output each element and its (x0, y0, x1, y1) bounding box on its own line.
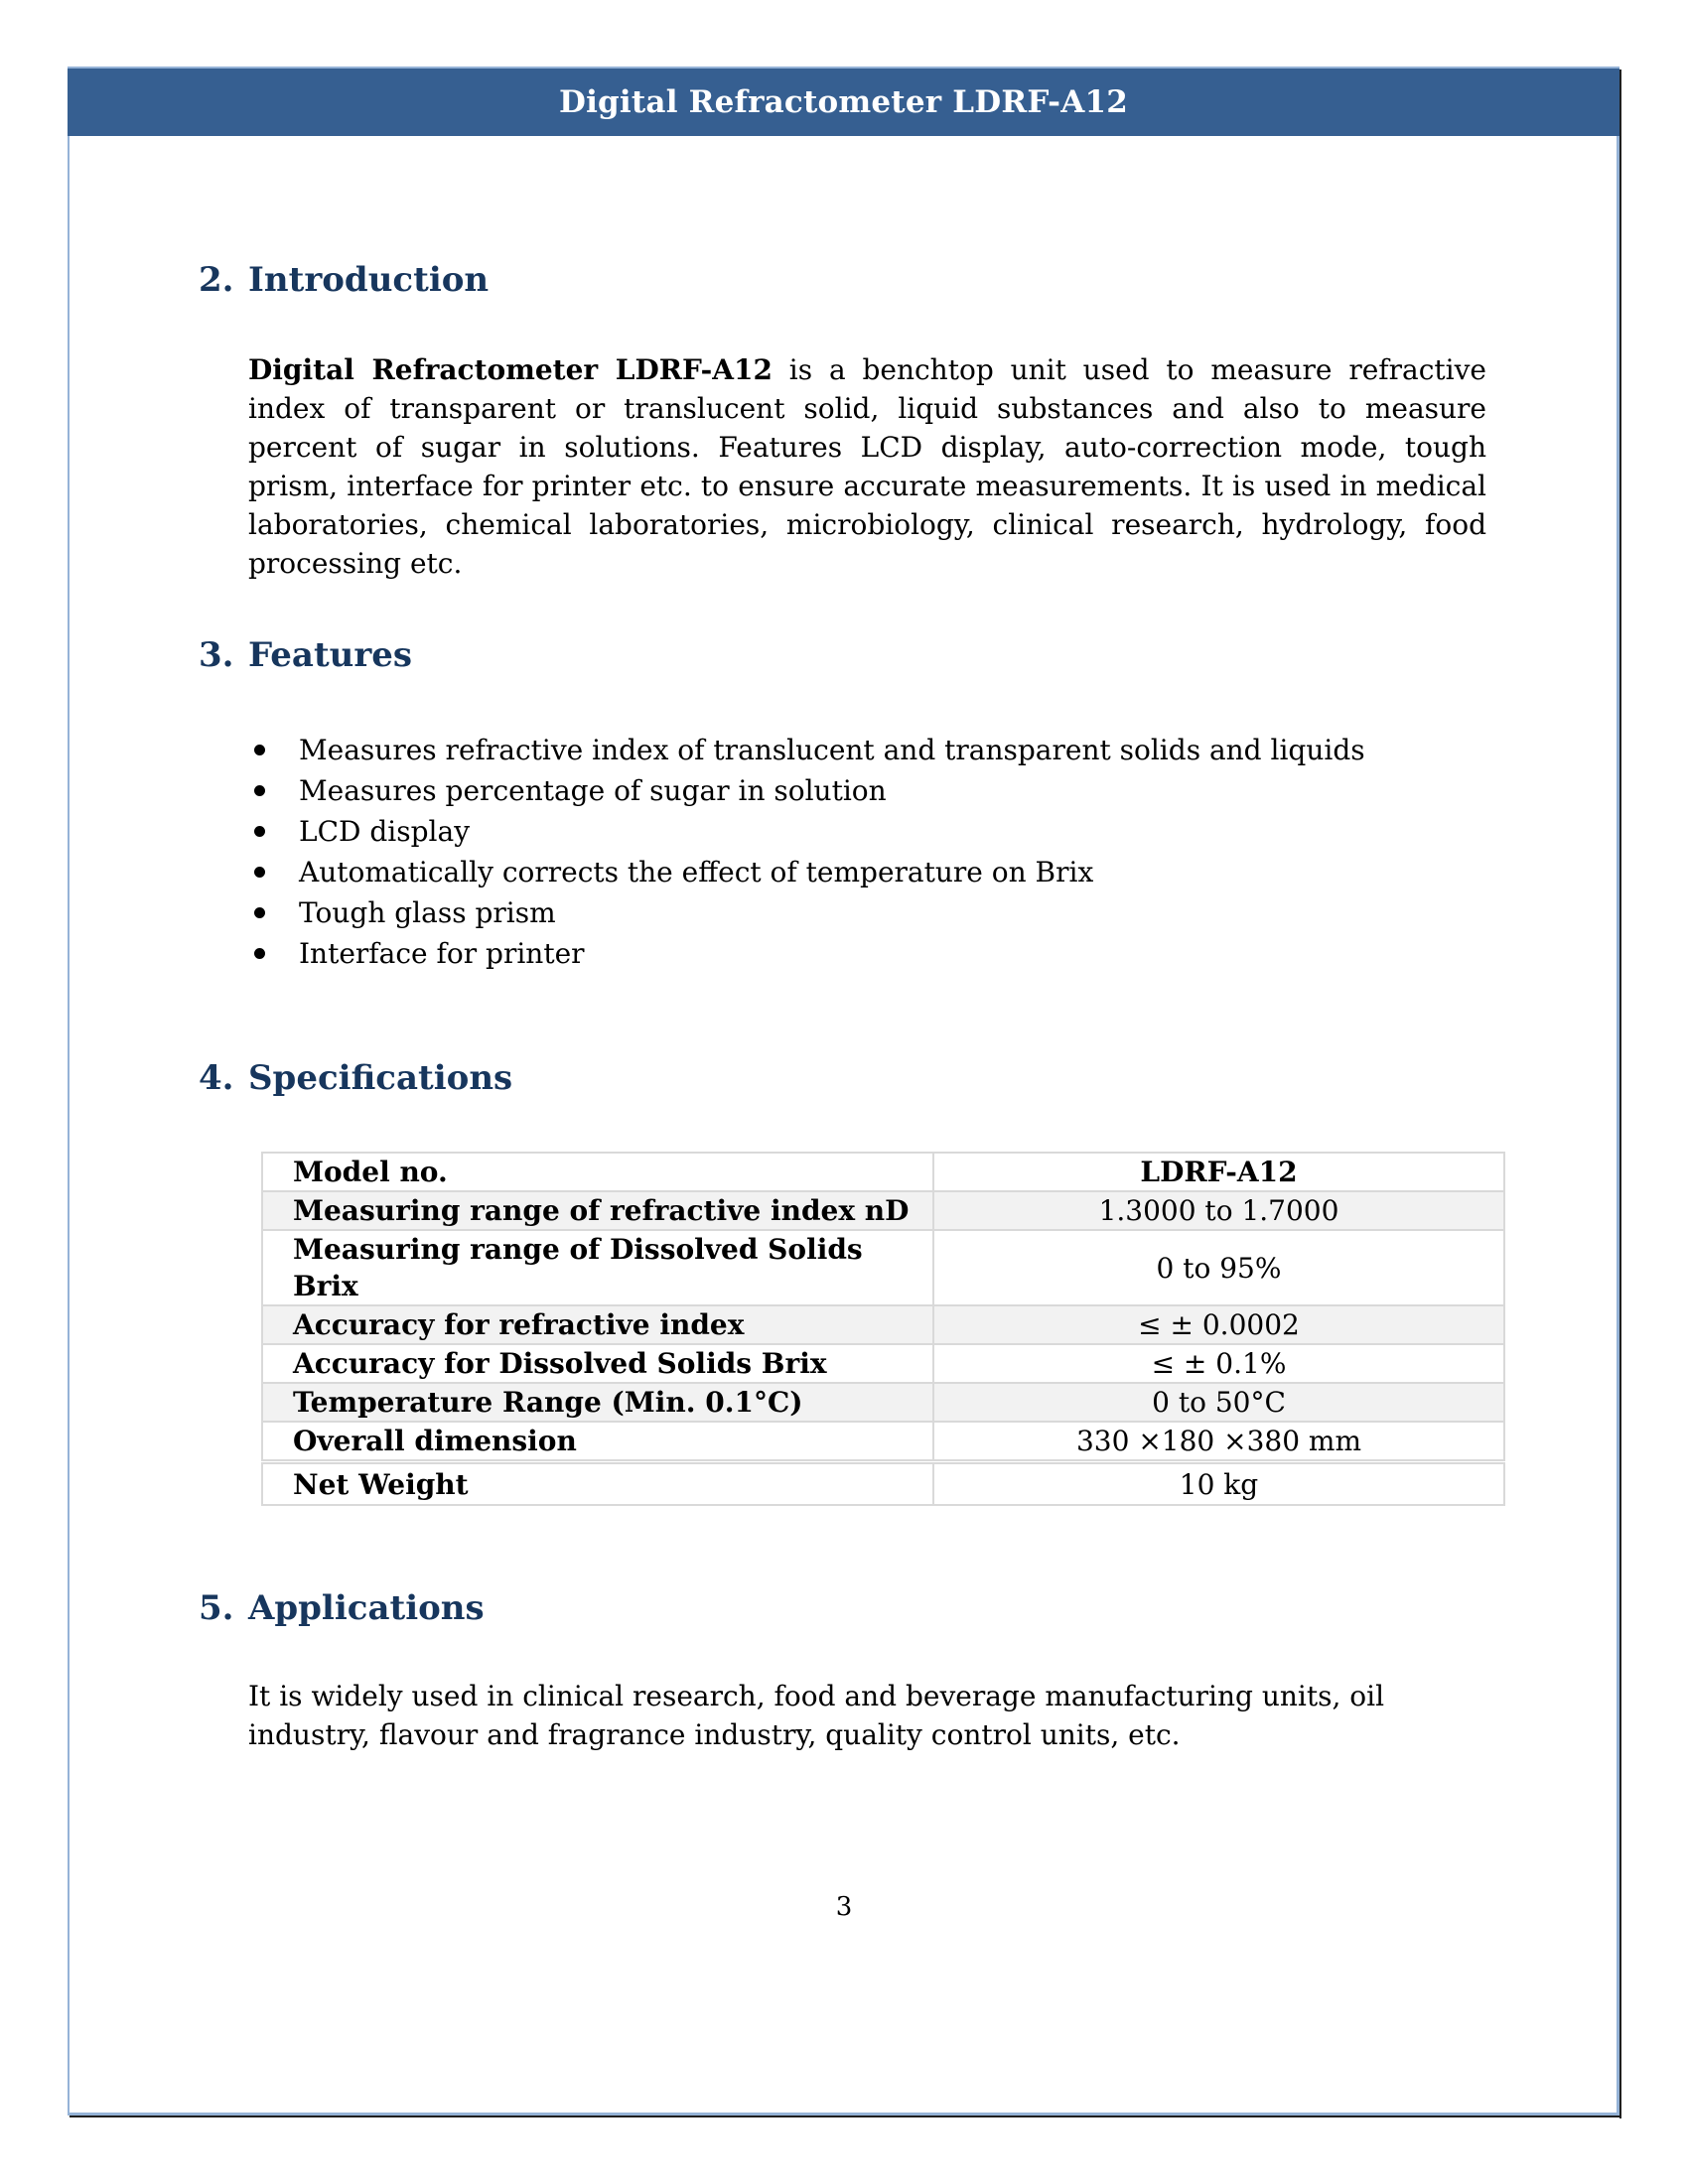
list-item (248, 892, 1365, 933)
introduction-body: is a benchtop unit used to measure refractive index of transparent or translucent solid, liquid substances and also to measure percent of sugar in solutions. Features LCD display, auto-correction mode, tough prism, interface for printer etc. to ensure accurate measurements. It is used in medical laboratories, chemical laboratories, microbiology, clinical research, hydrology, food processing etc. (248, 353, 1486, 580)
specifications-table (261, 1152, 1505, 1506)
table-row (262, 1344, 1504, 1383)
table-row (262, 1383, 1504, 1422)
table-row (262, 1462, 1504, 1506)
spec-value: 0 to 50°C (933, 1383, 1504, 1422)
bullet-icon (254, 785, 265, 796)
spec-value: LDRF-A12 (933, 1153, 1504, 1191)
section-number: 4. (199, 1058, 234, 1098)
spec-value: ≤ ± 0.0002 (933, 1305, 1504, 1344)
bullet-icon (254, 826, 265, 837)
features-list (248, 730, 1365, 974)
table-row (262, 1153, 1504, 1191)
spec-value: 1.3000 to 1.7000 (933, 1191, 1504, 1230)
section-title: Applications (248, 1588, 485, 1628)
list-item-text: Tough glass prism (299, 896, 556, 929)
section-title: Features (248, 635, 413, 675)
features-heading (199, 635, 412, 675)
spec-label: Measuring range of Dissolved Solids Brix (262, 1230, 933, 1305)
section-title: Specifications (248, 1058, 513, 1098)
bullet-icon (254, 745, 265, 755)
spec-value: 0 to 95% (933, 1230, 1504, 1305)
product-name-bold: Digital Refractometer LDRF-A12 (248, 353, 773, 386)
list-item-text: Interface for printer (299, 937, 585, 970)
list-item-text: Measures percentage of sugar in solution (299, 774, 887, 807)
page-number: 3 (835, 1892, 853, 1922)
spec-label: Temperature Range (Min. 0.1°C) (262, 1383, 933, 1422)
list-item (248, 770, 1365, 811)
list-item (248, 852, 1365, 892)
table-row (262, 1230, 1504, 1305)
bullet-icon (254, 867, 265, 878)
spec-label: Net Weight (262, 1462, 933, 1506)
section-number: 5. (199, 1588, 234, 1628)
section-number: 2. (199, 260, 234, 300)
frame-shadow-right (1619, 69, 1621, 2118)
spec-label: Accuracy for Dissolved Solids Brix (262, 1344, 933, 1383)
spec-value: 330 ×180 ×380 mm (933, 1422, 1504, 1462)
applications-heading (199, 1588, 485, 1628)
spec-label: Measuring range of refractive index nD (262, 1191, 933, 1230)
spec-label: Model no. (262, 1153, 933, 1191)
list-item-text: Measures refractive index of translucent and transparent solids and liquids (299, 734, 1365, 766)
applications-paragraph: It is widely used in clinical research, food and beverage manufacturing units, oil industry, flavour and fragrance industry, quality control units, etc. (248, 1680, 1385, 1751)
section-number: 3. (199, 635, 234, 675)
document-title: Digital Refractometer LDRF-A12 (558, 84, 1128, 120)
list-item (248, 811, 1365, 852)
table-row (262, 1422, 1504, 1462)
bullet-icon (254, 948, 265, 959)
frame-shadow-bottom (70, 2116, 1621, 2117)
bullet-icon (254, 907, 265, 918)
list-item (248, 933, 1365, 974)
spec-value: 10 kg (933, 1462, 1504, 1506)
list-item-text: Automatically corrects the effect of temperature on Brix (299, 856, 1094, 888)
document-header-bar (68, 67, 1619, 136)
spec-label: Accuracy for refractive index (262, 1305, 933, 1344)
table-row (262, 1191, 1504, 1230)
specifications-heading (199, 1058, 512, 1098)
list-item (248, 730, 1365, 770)
introduction-paragraph (248, 350, 1486, 583)
introduction-heading (199, 260, 489, 300)
list-item-text: LCD display (299, 815, 471, 848)
spec-value: ≤ ± 0.1% (933, 1344, 1504, 1383)
spec-label: Overall dimension (262, 1422, 933, 1462)
table-row (262, 1305, 1504, 1344)
section-title: Introduction (248, 260, 490, 300)
